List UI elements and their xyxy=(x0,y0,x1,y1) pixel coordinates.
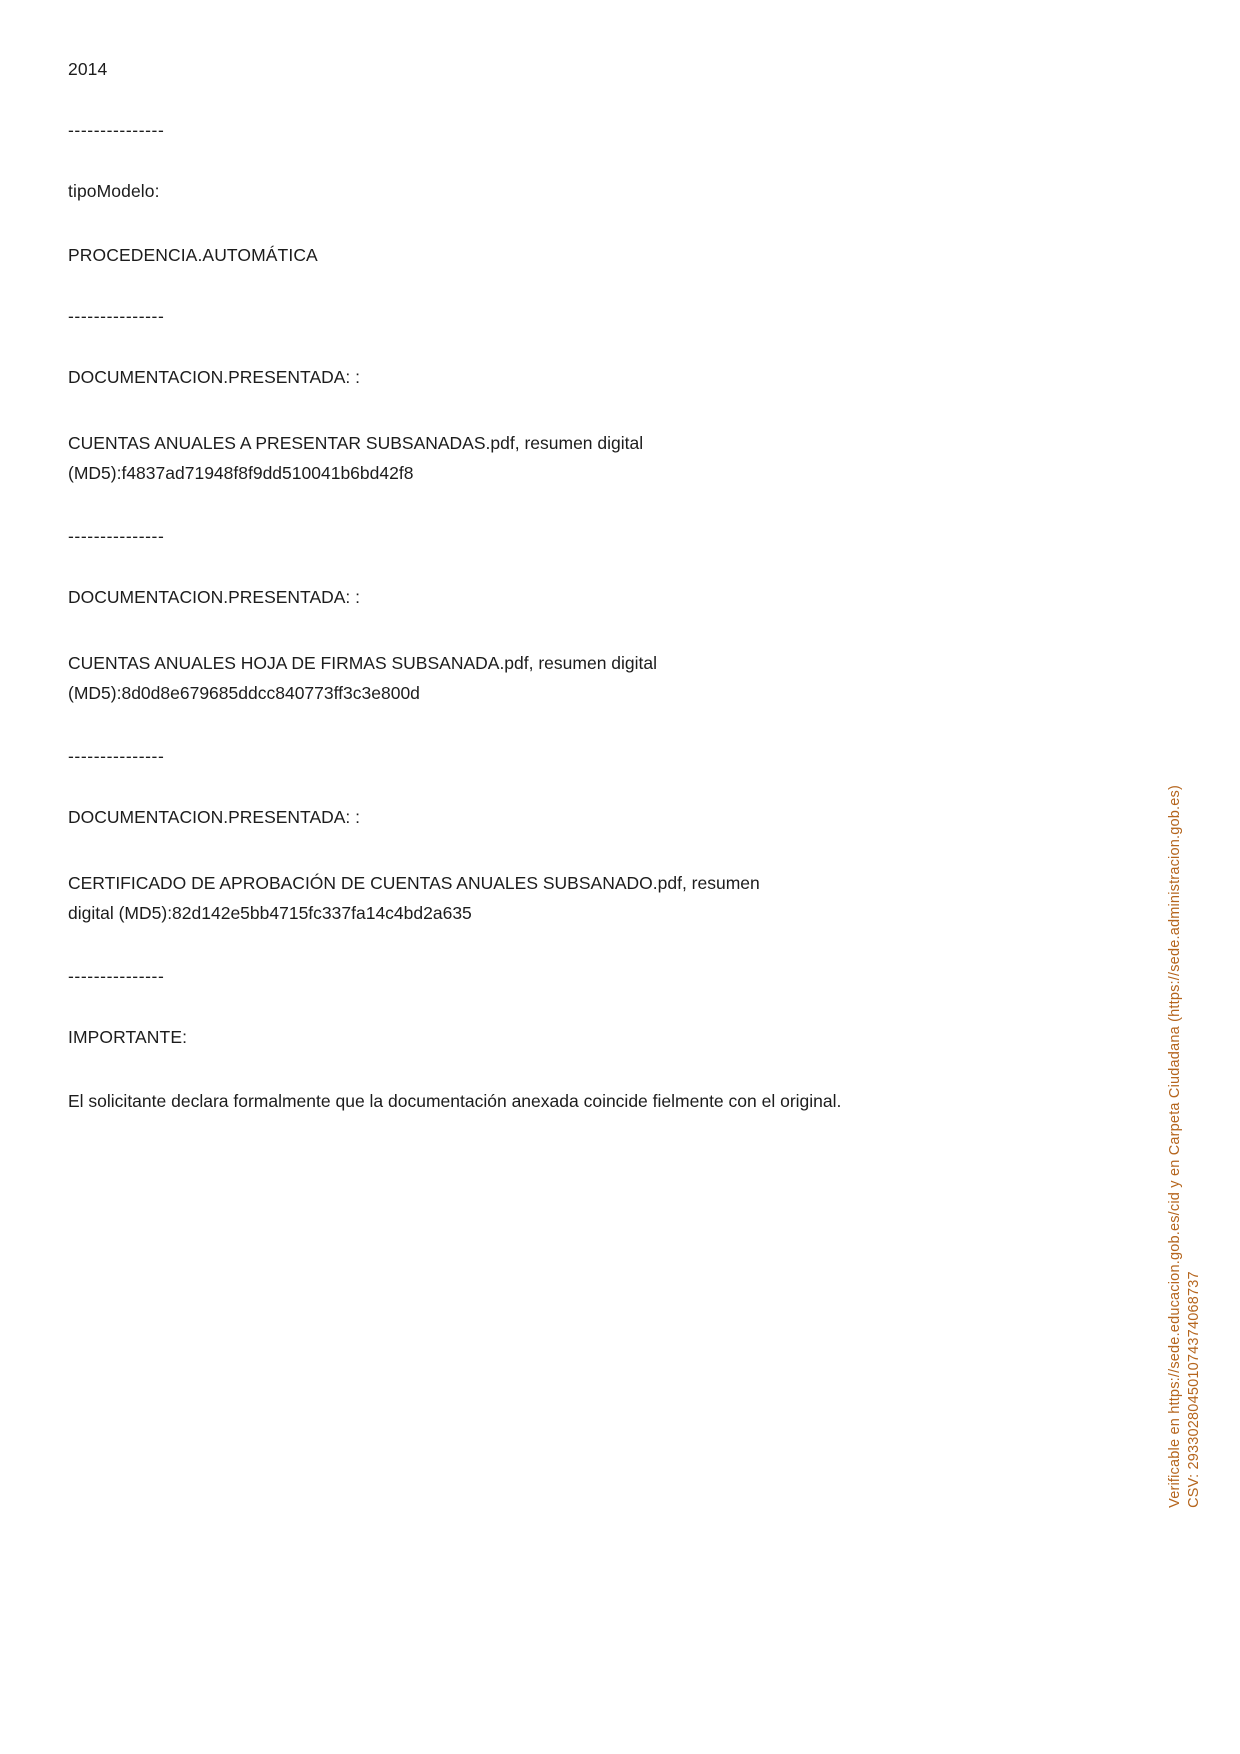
document-body xyxy=(68,56,968,1114)
declaration-text: El solicitante declara formalmente que la documentación anexada coincide fielmente con el original. xyxy=(68,1091,842,1111)
document-entry xyxy=(68,584,968,708)
important-label: IMPORTANTE: xyxy=(68,1027,188,1047)
section-separator: --------------- xyxy=(68,966,165,986)
section-separator: --------------- xyxy=(68,120,165,140)
tipo-modelo-value: PROCEDENCIA.AUTOMÁTICA xyxy=(68,245,318,265)
section-separator: --------------- xyxy=(68,746,165,766)
section-separator: --------------- xyxy=(68,526,165,546)
entry-file-line: CUENTAS ANUALES HOJA DE FIRMAS SUBSANADA.pdf, resumen digital (MD5):8d0d8e679685ddcc840773ff3c3e800d xyxy=(68,653,658,703)
entry-file-line: CERTIFICADO DE APROBACIÓN DE CUENTAS ANUALES SUBSANADO.pdf, resumen digital (MD5):82d142e5bb4715fc337fa14c4bd2a635 xyxy=(68,873,760,923)
entry-label: DOCUMENTACION.PRESENTADA: : xyxy=(68,807,361,827)
csv-code-text: CSV: 293302804501074374068737 xyxy=(1186,1271,1202,1508)
entry-file-line: CUENTAS ANUALES A PRESENTAR SUBSANADAS.pdf, resumen digital (MD5):f4837ad71948f8f9dd510041b6bd42f8 xyxy=(68,433,644,483)
entry-label: DOCUMENTACION.PRESENTADA: : xyxy=(68,367,361,387)
tipo-modelo-label: tipoModelo: xyxy=(68,181,160,201)
year-value: 2014 xyxy=(68,59,108,79)
document-entry xyxy=(68,364,968,488)
verification-stamp xyxy=(1166,748,1222,1508)
verification-url-text: Verificable en https://sede.educacion.gob.es/cid y en Carpeta Ciudadana (https://sede.administracion.gob.es) xyxy=(1167,785,1183,1508)
section-separator: --------------- xyxy=(68,306,165,326)
entry-label: DOCUMENTACION.PRESENTADA: : xyxy=(68,587,361,607)
document-entry xyxy=(68,804,968,928)
